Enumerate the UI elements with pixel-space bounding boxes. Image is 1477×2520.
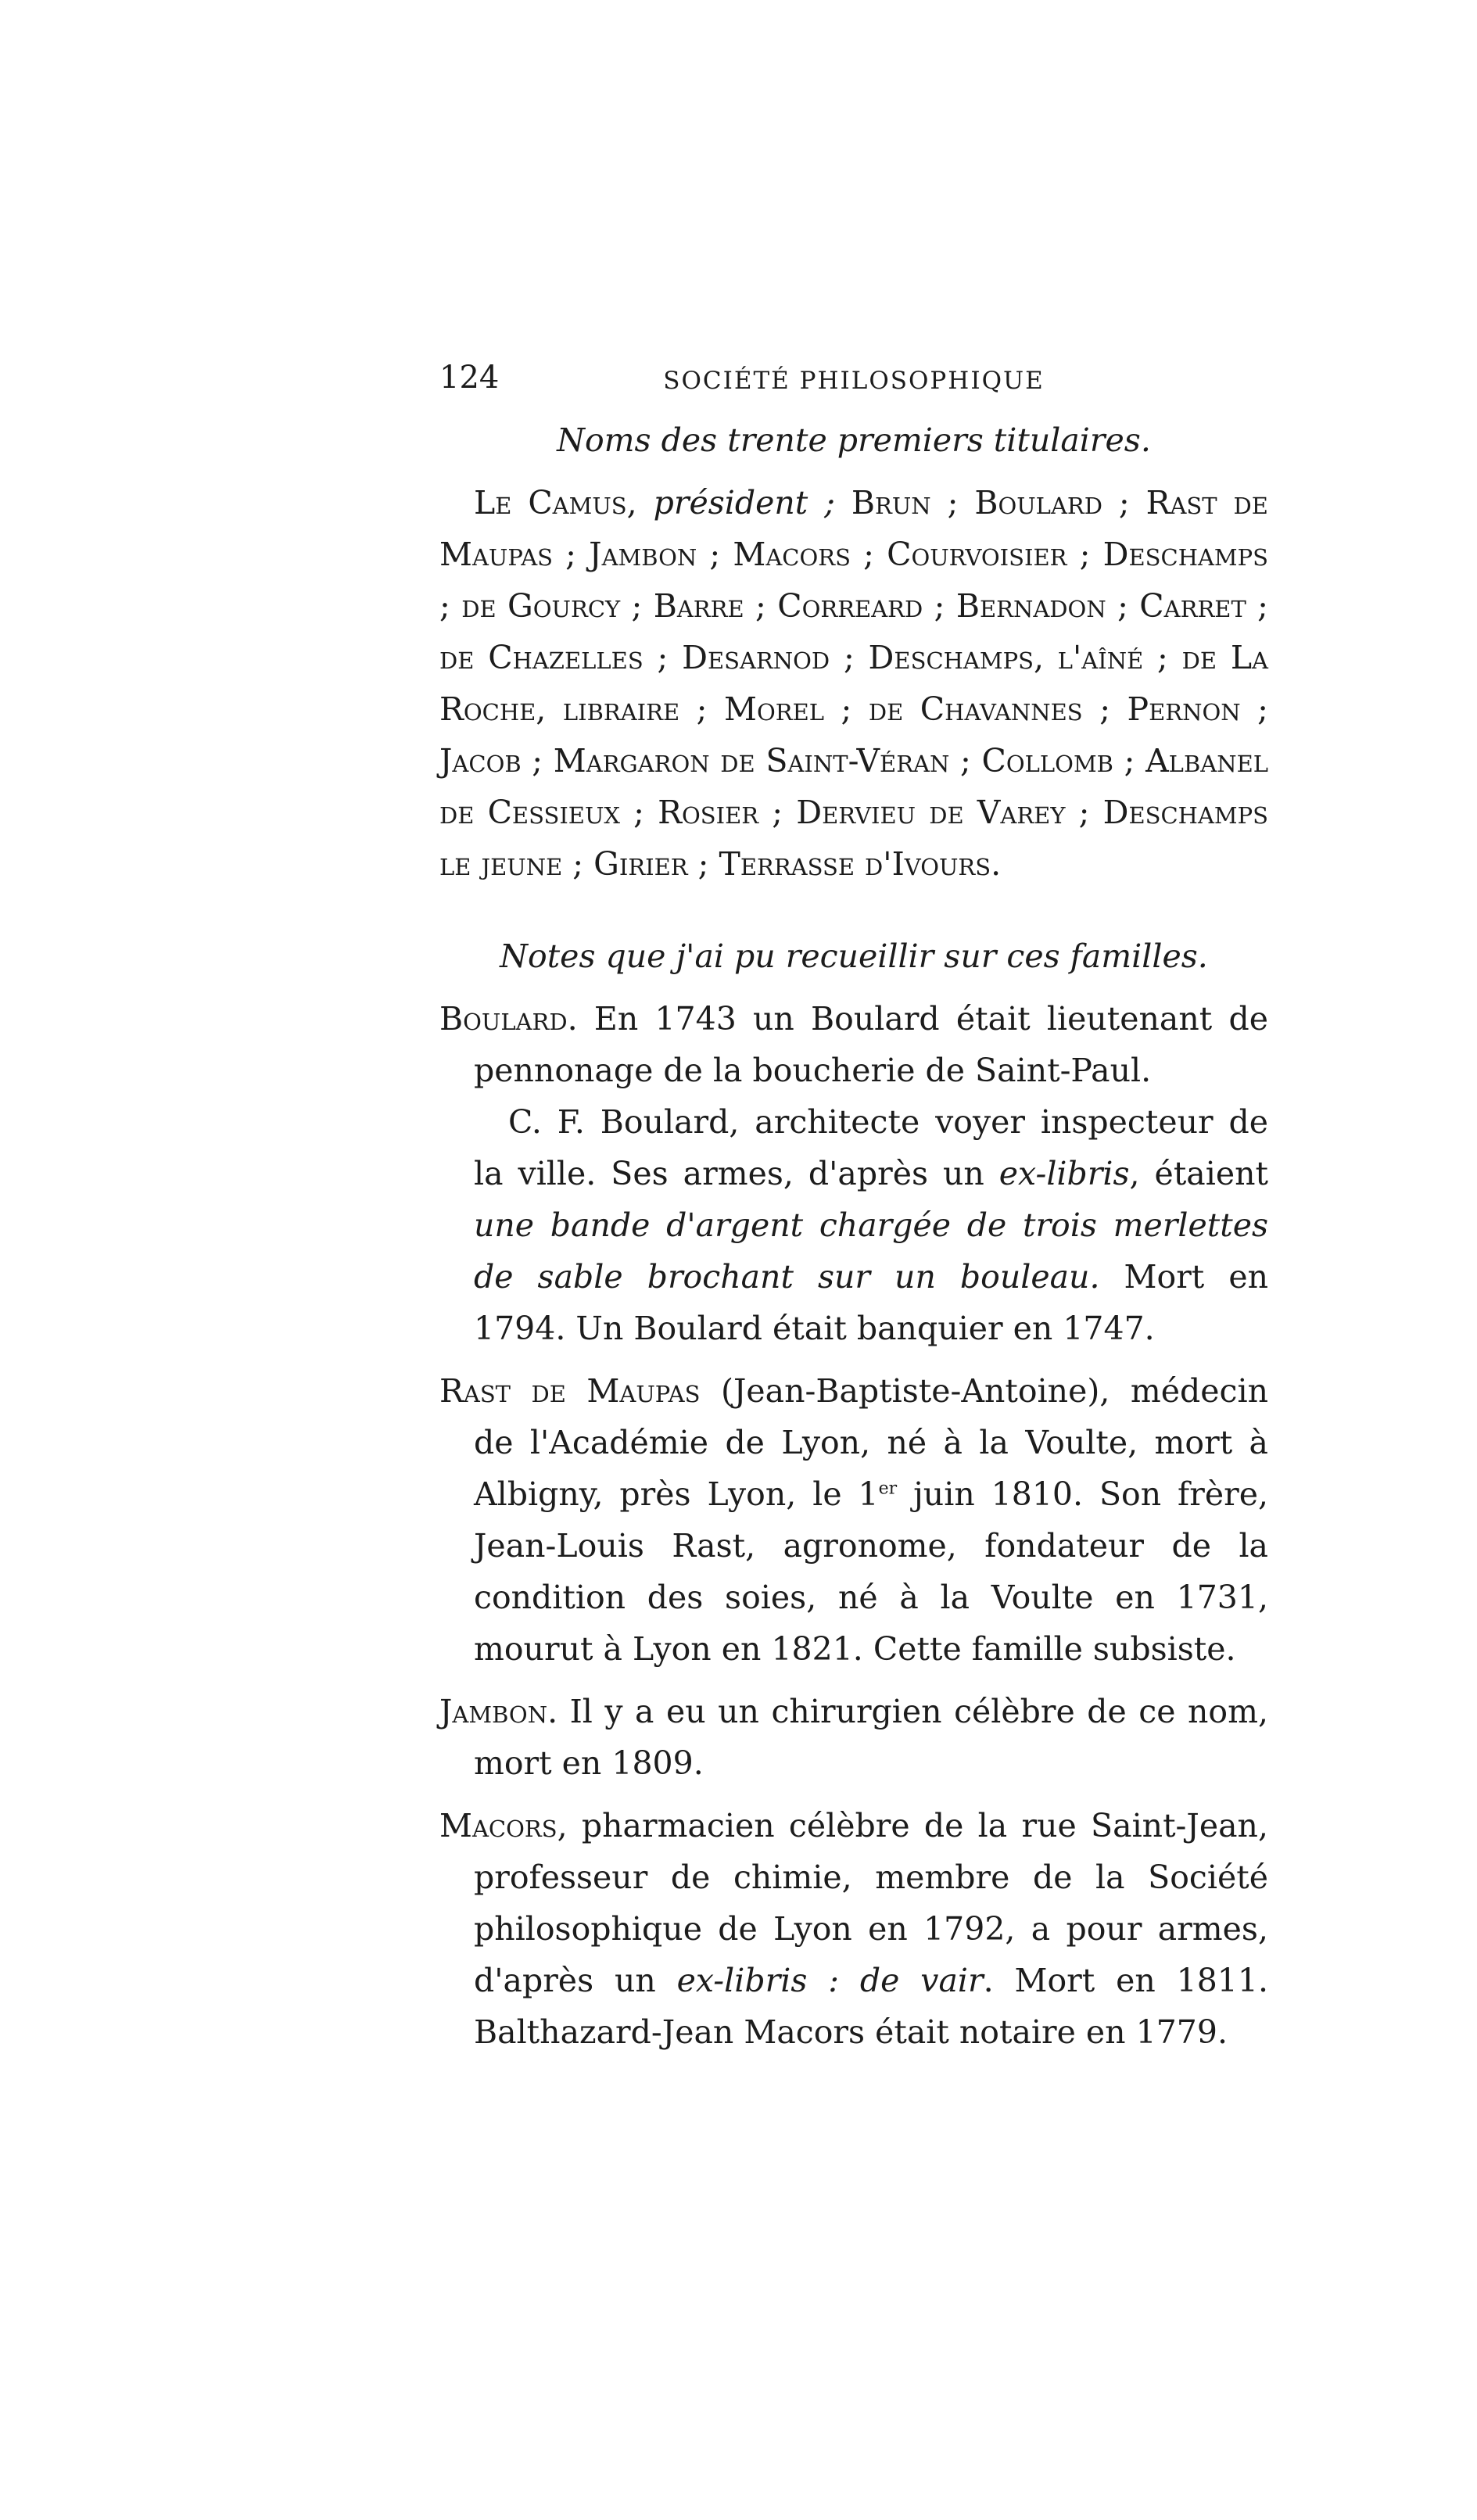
ordinal-superscript: er — [878, 1479, 898, 1499]
entry-name-macors: Macors — [439, 1807, 557, 1844]
role-president: président ; — [653, 484, 835, 522]
running-title: SOCIÉTÉ PHILOSOPHIQUE — [663, 367, 1045, 395]
entry-boulard-para-2: C. F. Boulard, architecte voyer inspecteur de la ville. Ses armes, d'après un ex-libris, étaient une bande d'argent chargée de trois merlettes de sable brochant sur un bouleau. Mort en 1794. Un Boulard était banquier en 1747. — [474, 1103, 1268, 1347]
section-heading-notes: Notes que j'ai pu recueillir sur ces familles. — [500, 937, 1208, 975]
name-le-camus: Le Camus — [474, 484, 627, 522]
text-column — [439, 352, 1268, 2069]
entry-jambon: Jambon. Il y a eu un chirurgien célèbre de ce nom, mort en 1809. — [439, 1693, 1268, 1782]
entry-boulard — [439, 993, 1268, 1354]
ex-libris-term: ex-libris — [998, 1155, 1130, 1192]
entry-name-boulard: Boulard — [439, 1000, 568, 1038]
names-rest: Brun ; Boulard ; Rast de Maupas ; Jambon ; Macors ; Courvoisier ; Deschamps ; de Gourcy ; Barre ; Correard ; Bernadon ; Carret ; de Chazelles ; Desarnod ; Deschamps, l'aîné ; de La Roche, libraire ; Morel ; de Chavannes ; Pernon ; Jacob ; Margaron de Saint-Véran ; Collomb ; Albanel de Cessieux ; Rosier ; Dervieu de Varey ; Deschamps le jeune ; Girier ; Terrasse d'Ivours. — [439, 484, 1268, 883]
entry-boulard-para-1: Boulard. En 1743 un Boulard était lieutenant de pennonage de la boucherie de Saint-Paul. — [439, 1000, 1268, 1089]
entry-rast-de-maupas: Rast de Maupas (Jean-Baptiste-Antoine), médecin de l'Académie de Lyon, né à la Voulte, mort à Albigny, près Lyon, le 1er juin 1810. Son frère, Jean-Louis Rast, agronome, fondateur de la condition des soies, né à la Voulte en 1731, mourut à Lyon en 1821. Cette famille subsiste. — [439, 1372, 1268, 1668]
entry-name-rast: Rast de Maupas — [439, 1372, 701, 1410]
entry-name-jambon: Jambon — [439, 1693, 548, 1730]
page-number: 124 — [439, 360, 500, 396]
section-heading-titulaires: Noms des trente premiers titulaires. — [557, 421, 1151, 459]
macors-arms: ex-libris : de vair — [676, 1962, 984, 1999]
boulard-arms: une bande d'argent chargée de trois merlettes de sable brochant sur un bouleau. — [474, 1206, 1268, 1296]
titulaires-list: Le Camus, président ; Brun ; Boulard ; Rast de Maupas ; Jambon ; Macors ; Courvoisier ; Deschamps ; de Gourcy ; Barre ; Correard ; Bernadon ; Carret ; de Chazelles ; Desarnod ; Deschamps, l'aîné ; de La Roche, libraire ; Morel ; de Chavannes ; Pernon ; Jacob ; Margaron de Saint-Véran ; Collomb ; Albanel de Cessieux ; Rosier ; Dervieu de Varey ; Deschamps le jeune ; Girier ; Terrasse d'Ivours. — [439, 484, 1268, 883]
entry-macors: Macors, pharmacien célèbre de la rue Saint-Jean, professeur de chimie, membre de la Société philosophique de Lyon en 1792, a pour armes, d'après un ex-libris : de vair. Mort en 1811. Balthazard-Jean Macors était notaire en 1779. — [439, 1807, 1268, 2051]
running-head — [439, 352, 1268, 399]
